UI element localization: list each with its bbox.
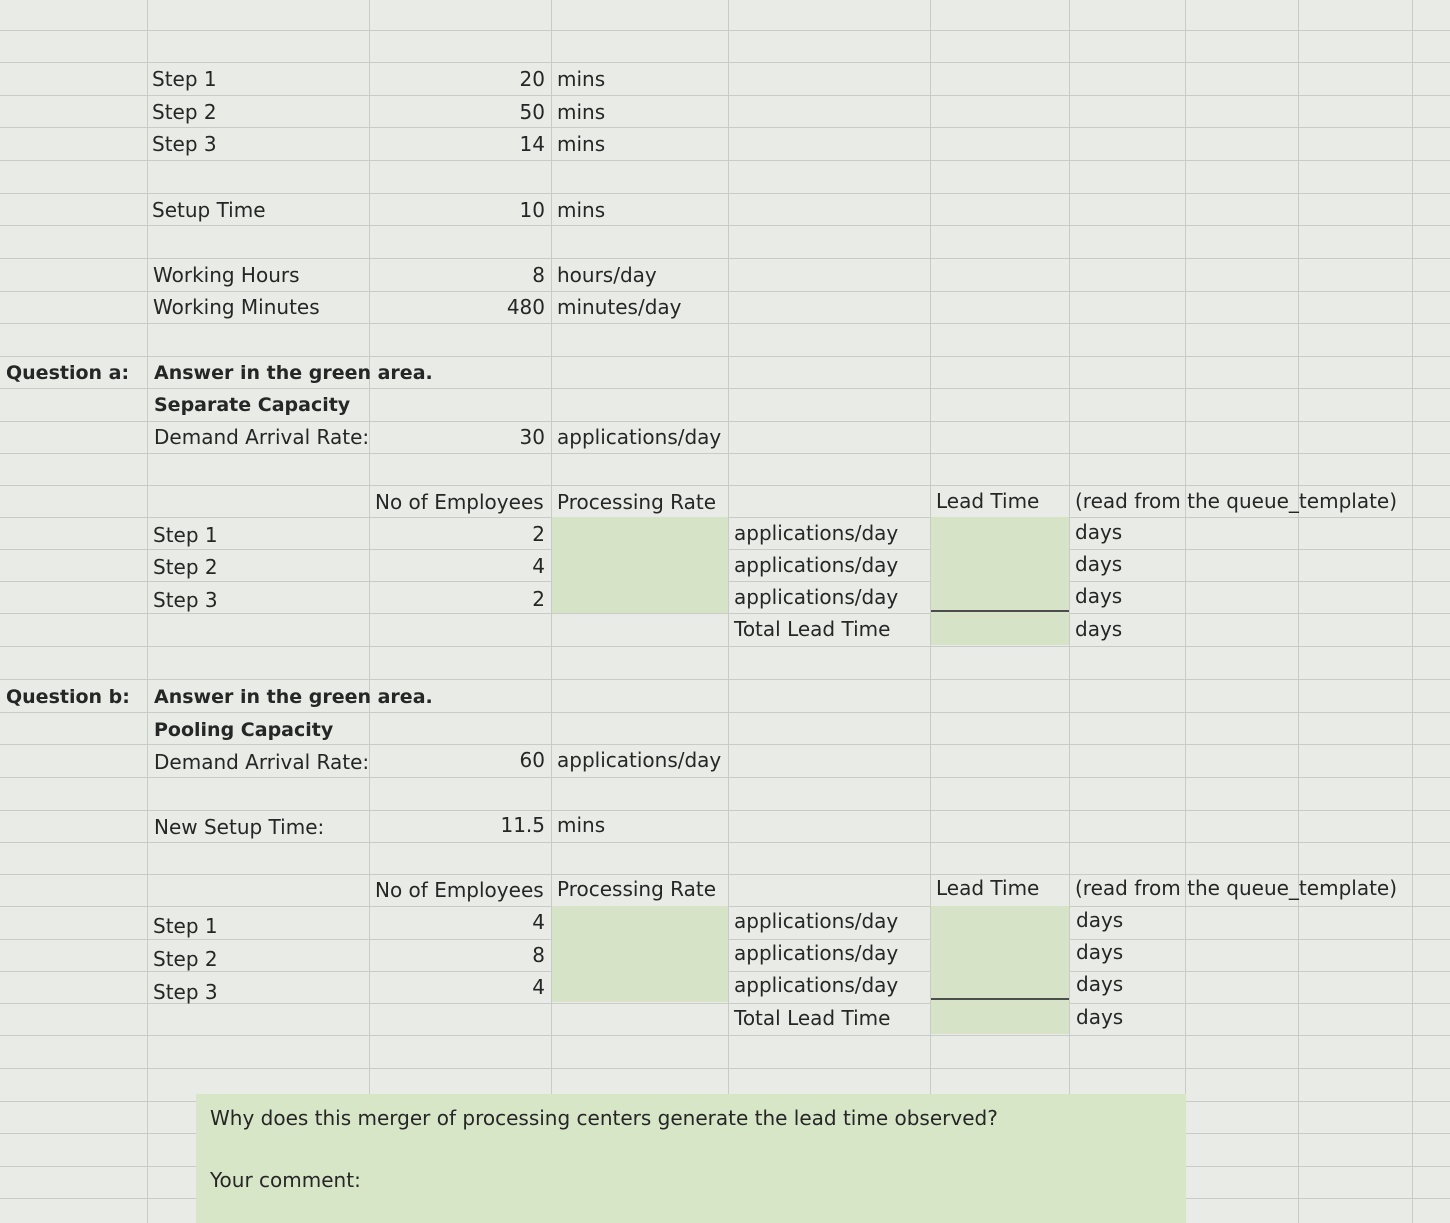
header-queue-note: (read from the queue_template) bbox=[1075, 489, 1398, 513]
step-time-value[interactable]: 20 bbox=[519, 67, 545, 91]
employees-value[interactable]: 4 bbox=[532, 910, 545, 934]
sum-separator-line bbox=[931, 610, 1069, 612]
rate-unit: applications/day bbox=[734, 909, 899, 933]
step-time-unit: mins bbox=[557, 100, 606, 124]
lead-time-unit: days bbox=[1076, 908, 1124, 932]
sum-separator-line bbox=[931, 998, 1069, 1000]
step-label: Step 2 bbox=[152, 100, 217, 124]
gridline bbox=[0, 30, 1450, 31]
demand-arrival-label: Demand Arrival Rate: bbox=[154, 425, 370, 449]
question-b-instruction: Answer in the green area. bbox=[154, 686, 433, 708]
step-label: Step 1 bbox=[152, 67, 217, 91]
question-b-title: Pooling Capacity bbox=[154, 719, 334, 741]
new-setup-time-unit: mins bbox=[557, 813, 606, 837]
demand-arrival-unit: applications/day bbox=[557, 425, 722, 449]
comment-question: Why does this merger of processing centers generate the lead time observed? bbox=[210, 1106, 998, 1130]
gridline bbox=[0, 646, 1450, 647]
header-no-of-employees: No of Employees bbox=[375, 878, 544, 902]
header-queue-note: (read from the queue_template) bbox=[1075, 876, 1398, 900]
header-no-of-employees: No of Employees bbox=[375, 490, 544, 514]
header-processing-rate: Processing Rate bbox=[557, 490, 717, 514]
gridline bbox=[0, 127, 1450, 128]
lead-time-unit: days bbox=[1075, 520, 1123, 544]
employees-value[interactable]: 2 bbox=[532, 522, 545, 546]
setup-time-unit: mins bbox=[557, 198, 606, 222]
working-minutes-value[interactable]: 480 bbox=[506, 295, 545, 319]
working-minutes-unit: minutes/day bbox=[557, 295, 682, 319]
lead-time-unit: days bbox=[1076, 940, 1124, 964]
question-a-instruction: Answer in the green area. bbox=[154, 362, 433, 384]
comment-box[interactable] bbox=[196, 1094, 1186, 1223]
gridline bbox=[0, 160, 1450, 161]
gridline bbox=[0, 323, 1450, 324]
answer-area-b-lead-time[interactable] bbox=[931, 906, 1069, 1034]
answer-area-b-processing-rate[interactable] bbox=[552, 906, 728, 1002]
demand-arrival-unit: applications/day bbox=[557, 748, 722, 772]
comment-prompt: Your comment: bbox=[210, 1168, 361, 1192]
lead-time-unit: days bbox=[1075, 584, 1123, 608]
step-time-unit: mins bbox=[557, 132, 606, 156]
header-processing-rate: Processing Rate bbox=[557, 877, 717, 901]
gridline bbox=[1069, 0, 1070, 1223]
question-b-label: Question b: bbox=[6, 686, 130, 708]
setup-time-label: Setup Time bbox=[152, 198, 266, 222]
rate-unit: applications/day bbox=[734, 585, 899, 609]
step-label: Step 3 bbox=[153, 980, 218, 1004]
demand-arrival-value[interactable]: 60 bbox=[519, 748, 545, 772]
step-time-value[interactable]: 50 bbox=[519, 100, 545, 124]
step-time-value[interactable]: 14 bbox=[519, 132, 545, 156]
gridline bbox=[0, 62, 1450, 63]
gridline bbox=[0, 1035, 1450, 1036]
setup-time-value[interactable]: 10 bbox=[519, 198, 545, 222]
gridline bbox=[728, 0, 729, 1223]
employees-value[interactable]: 8 bbox=[532, 943, 545, 967]
new-setup-time-value[interactable]: 11.5 bbox=[500, 813, 545, 837]
employees-value[interactable]: 2 bbox=[532, 587, 545, 611]
question-a-title: Separate Capacity bbox=[154, 394, 351, 416]
gridline bbox=[0, 95, 1450, 96]
total-lead-time-label: Total Lead Time bbox=[734, 1006, 891, 1030]
gridline bbox=[1185, 0, 1186, 1223]
lead-time-unit: days bbox=[1076, 972, 1124, 996]
lead-time-unit: days bbox=[1075, 552, 1123, 576]
gridline bbox=[1412, 0, 1413, 1223]
step-label: Step 2 bbox=[153, 555, 218, 579]
step-label: Step 2 bbox=[153, 947, 218, 971]
gridline bbox=[147, 0, 148, 1223]
rate-unit: applications/day bbox=[734, 973, 899, 997]
step-label: Step 3 bbox=[152, 132, 217, 156]
demand-arrival-label: Demand Arrival Rate: bbox=[154, 750, 370, 774]
rate-unit: applications/day bbox=[734, 521, 899, 545]
step-label: Step 3 bbox=[153, 588, 218, 612]
answer-area-a-lead-time[interactable] bbox=[931, 517, 1069, 645]
step-label: Step 1 bbox=[153, 523, 218, 547]
working-hours-unit: hours/day bbox=[557, 263, 657, 287]
employees-value[interactable]: 4 bbox=[532, 975, 545, 999]
gridline bbox=[0, 1068, 1450, 1069]
rate-unit: applications/day bbox=[734, 941, 899, 965]
gridline bbox=[0, 453, 1450, 454]
demand-arrival-value[interactable]: 30 bbox=[519, 425, 545, 449]
working-hours-label: Working Hours bbox=[153, 263, 300, 287]
step-label: Step 1 bbox=[153, 914, 218, 938]
header-lead-time: Lead Time bbox=[936, 489, 1040, 513]
gridline bbox=[0, 679, 1450, 680]
total-lead-time-label: Total Lead Time bbox=[734, 617, 891, 641]
working-minutes-label: Working Minutes bbox=[153, 295, 320, 319]
total-lead-time-unit: days bbox=[1075, 617, 1123, 641]
question-a-label: Question a: bbox=[6, 362, 130, 384]
rate-unit: applications/day bbox=[734, 553, 899, 577]
employees-value[interactable]: 4 bbox=[532, 554, 545, 578]
step-time-unit: mins bbox=[557, 67, 606, 91]
new-setup-time-label: New Setup Time: bbox=[154, 815, 325, 839]
answer-area-a-processing-rate[interactable] bbox=[552, 517, 728, 613]
working-hours-value[interactable]: 8 bbox=[532, 263, 545, 287]
gridline bbox=[1298, 0, 1299, 1223]
header-lead-time: Lead Time bbox=[936, 876, 1040, 900]
total-lead-time-unit: days bbox=[1076, 1005, 1124, 1029]
